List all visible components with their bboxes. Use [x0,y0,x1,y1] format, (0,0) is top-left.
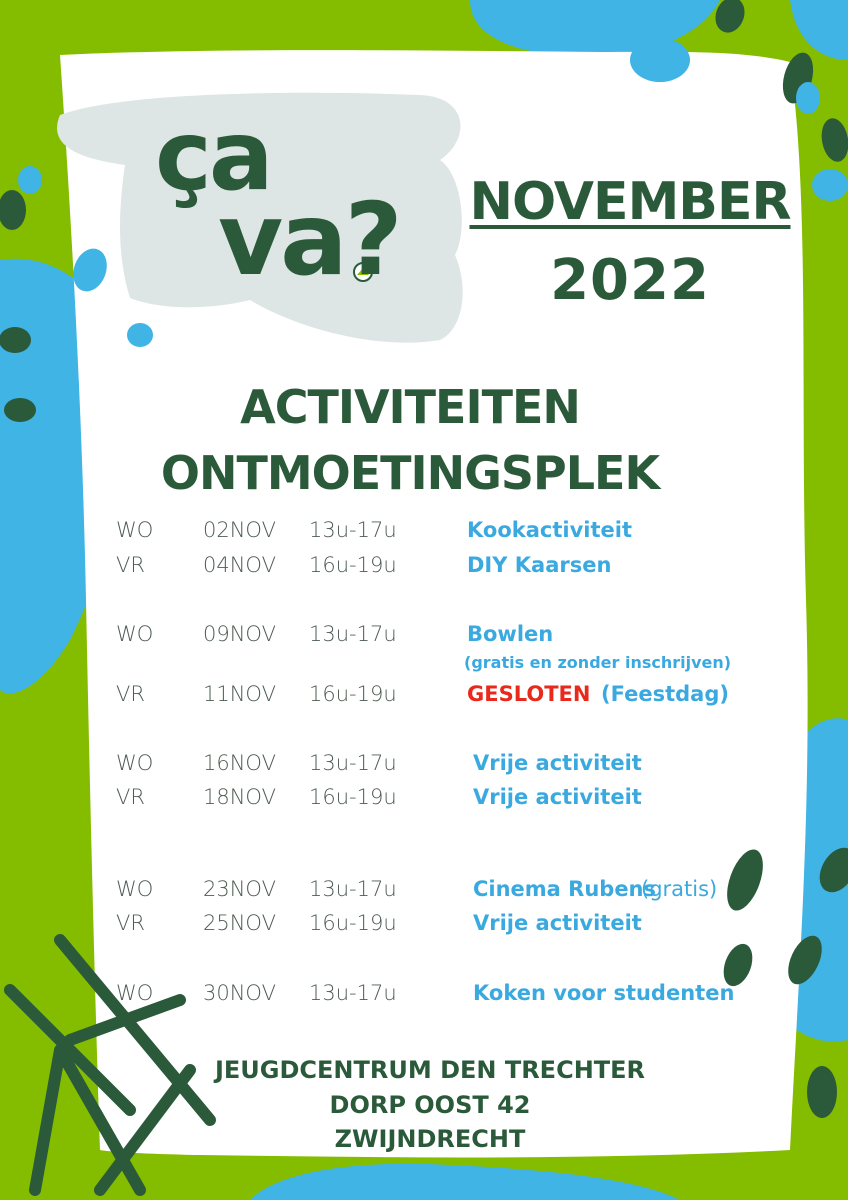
row-activity: Vrije activiteit [473,785,642,809]
row-activity: Koken voor studenten [473,981,735,1005]
row-day: WO [116,981,154,1005]
row-day: VR [116,682,145,706]
row-date: 11NOV [203,682,276,706]
blue-dot-5 [127,323,153,347]
schedule-row [0,911,848,941]
row-date: 09NOV [203,622,276,646]
blue-dot-2 [796,82,820,114]
row-date: 30NOV [203,981,276,1005]
dark-blob-5 [0,327,31,353]
row-note: (gratis en zonder inschrijven) [464,653,732,672]
heading-line-2: ONTMOETINGSPLEK [160,446,660,500]
row-day: WO [116,622,154,646]
row-activity: Vrije activiteit [473,911,642,935]
row-activity: Bowlen [467,622,554,646]
row-activity: Vrije activiteit [473,751,642,775]
blue-dot-6 [51,364,79,412]
row-day: VR [116,553,145,577]
row-activity: Kookactiviteit [467,518,632,542]
row-activity: Cinema Rubens [473,877,657,901]
row-activity-rest: (Feestdag) [601,682,729,706]
row-time: 16u-19u [309,682,397,706]
schedule-row [0,877,848,907]
month-title: NOVEMBER [469,172,791,232]
row-date: 02NOV [203,518,276,542]
schedule-row [0,622,848,652]
row-day: WO [116,518,154,542]
heading-line-1: ACTIVITEITEN [240,380,580,434]
footer-street: DORP OOST 42 [329,1091,531,1119]
blue-dot-1 [630,38,690,82]
logo-line-1: ça [155,100,271,212]
footer-city: ZWIJNDRECHT [334,1125,526,1153]
row-time: 13u-17u [309,518,397,542]
logo-line-2: va? [218,181,400,298]
row-day: VR [116,785,145,809]
schedule-row [0,981,848,1011]
footer-venue: JEUGDCENTRUM DEN TRECHTER [214,1056,646,1084]
row-time: 13u-17u [309,622,397,646]
row-time: 16u-19u [309,553,397,577]
row-day: WO [116,751,154,775]
row-date: 16NOV [203,751,276,775]
schedule-row [0,518,848,548]
year-title: 2022 [550,248,710,313]
row-date: 18NOV [203,785,276,809]
row-date: 25NOV [203,911,276,935]
blue-dot-3 [812,169,848,201]
row-date: 23NOV [203,877,276,901]
row-day: VR [116,911,145,935]
row-activity-extra: (gratis) [641,877,718,901]
schedule-row [0,553,848,583]
row-day: WO [116,877,154,901]
row-activity-closed: GESLOTEN [467,682,591,706]
row-time: 13u-17u [309,981,397,1005]
dark-blob-11 [807,1066,837,1118]
row-time: 13u-17u [309,877,397,901]
blue-dot-7 [18,166,42,194]
schedule-row [0,682,848,712]
row-time: 16u-19u [309,911,397,935]
row-date: 04NOV [203,553,276,577]
dark-blob-6 [4,398,36,422]
row-time: 13u-17u [309,751,397,775]
schedule-row [0,751,848,781]
schedule-row [0,785,848,815]
row-activity: DIY Kaarsen [467,553,612,577]
row-time: 16u-19u [309,785,397,809]
